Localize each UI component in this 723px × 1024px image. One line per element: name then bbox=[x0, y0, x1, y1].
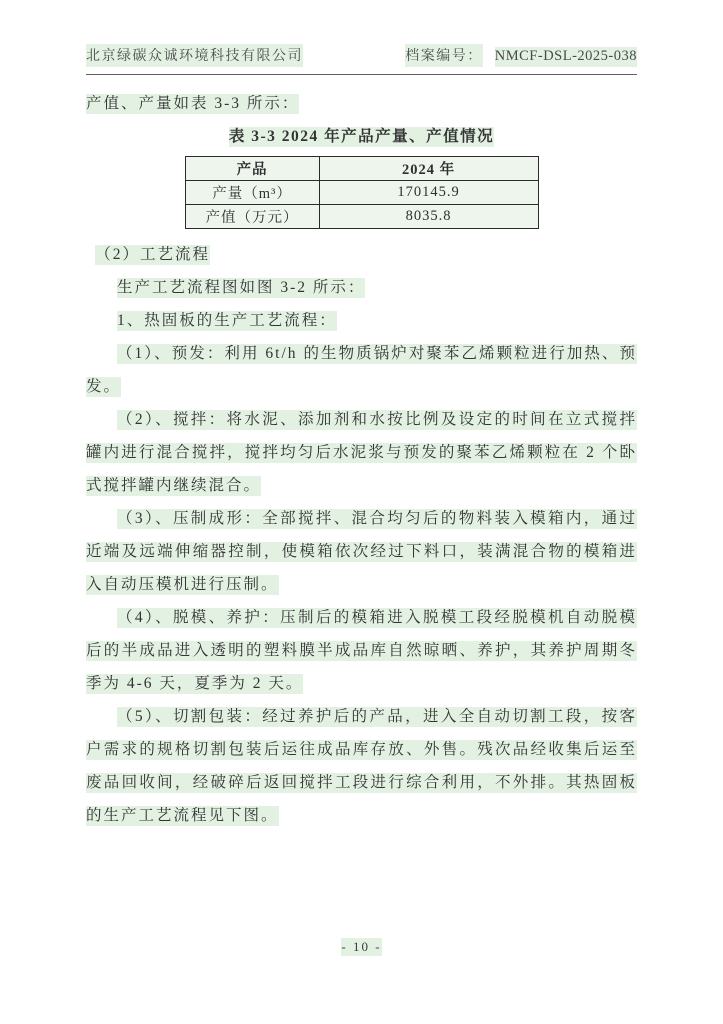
paragraph-text: （5）、切割包装：经过养护后的产品，进入全自动切割工段，按客户需求的规格切割包装后运往成品库存放、外售。残次品经收集后运至废品回收间，经破碎后返回搅拌工段进行综合利用，不外排。其热固板的生产工艺流程见下图。 bbox=[86, 708, 637, 824]
paragraph bbox=[86, 601, 637, 700]
table-header-row bbox=[185, 157, 538, 181]
table-title bbox=[86, 120, 637, 153]
table-cell-value-label: 产值（万元） bbox=[185, 205, 319, 229]
company-name: 北京绿碳众诚环境科技有限公司 bbox=[86, 44, 303, 67]
paragraph bbox=[86, 271, 637, 304]
document-body bbox=[86, 87, 637, 832]
paragraph-text: （2）、搅拌：将水泥、添加剂和水按比例及设定的时间在立式搅拌罐内进行混合搅拌，搅拌均匀后水泥浆与预发的聚苯乙烯颗粒在 2 个卧式搅拌罐内继续混合。 bbox=[86, 411, 637, 494]
paragraph bbox=[86, 502, 637, 601]
intro-line-text: 产值、产量如表 3-3 所示： bbox=[86, 95, 300, 112]
paragraph-text: （4）、脱模、养护：压制后的模箱进入脱模工段经脱模机自动脱模后的半成品进入透明的塑料膜半成品库自然晾晒、养护，其养护周期冬季为 4-6 天，夏季为 2 天。 bbox=[86, 609, 637, 692]
section-heading bbox=[86, 238, 637, 271]
page-header bbox=[86, 44, 637, 75]
page-footer bbox=[0, 939, 723, 955]
table-cell-value-value: 8035.8 bbox=[319, 205, 538, 229]
table-row bbox=[185, 181, 538, 205]
paragraph-text: 生产工艺流程图如图 3-2 所示： bbox=[117, 279, 366, 296]
paragraph-text: 1、热固板的生产工艺流程： bbox=[117, 312, 337, 329]
paragraph-text: （1）、预发：利用 6t/h 的生物质锅炉对聚苯乙烯颗粒进行加热、预发。 bbox=[86, 345, 637, 395]
paragraph-text: （3）、压制成形：全部搅拌、混合均匀后的物料装入模箱内，通过近端及远端伸缩器控制，使模箱依次经过下料口，装满混合物的模箱进入自动压模机进行压制。 bbox=[86, 510, 637, 593]
table-cell-output-label: 产量（m³） bbox=[185, 181, 319, 205]
paragraph bbox=[86, 403, 637, 502]
table-row bbox=[185, 205, 538, 229]
page-number: - 10 - bbox=[341, 939, 382, 954]
table-header-year: 2024 年 bbox=[319, 157, 538, 181]
archive-info bbox=[405, 44, 637, 67]
production-table bbox=[185, 156, 539, 229]
table-header-product: 产品 bbox=[185, 157, 319, 181]
section-heading-text: （2）工艺流程 bbox=[95, 246, 211, 263]
paragraph bbox=[86, 700, 637, 832]
table-title-text: 表 3-3 2024 年产品产量、产值情况 bbox=[228, 128, 495, 145]
archive-number: NMCF-DSL-2025-038 bbox=[495, 47, 637, 67]
paragraph bbox=[86, 337, 637, 403]
table-cell-output-value: 170145.9 bbox=[319, 181, 538, 205]
paragraph bbox=[86, 304, 637, 337]
intro-line bbox=[86, 87, 637, 120]
archive-label: 档案编号： bbox=[405, 44, 483, 67]
